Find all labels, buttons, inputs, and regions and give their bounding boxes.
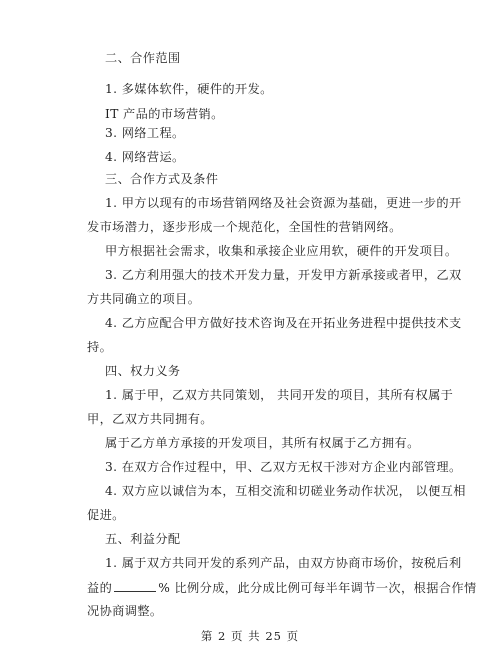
ratio-blank (114, 580, 156, 592)
text-line: 3. 在双方合作过程中，甲、乙双方无权干涉对方企业内部管理。 (105, 460, 462, 474)
text-line: 3. 乙方利用强大的技术开发力量，开发甲方新承接或者甲，乙双 (105, 268, 462, 282)
section-heading-scope: 二、合作范围 (105, 51, 181, 65)
section-heading-rights: 四、权力义务 (105, 364, 181, 378)
ratio-line (87, 580, 477, 595)
text-line: 况协商调整。 (87, 604, 163, 618)
text-line: 1. 甲方以现有的市场营销网络及社会资源为基础，更进一步的开 (105, 196, 462, 210)
text-line: 甲方根据社会需求，收集和承接企业应用软，硬件的开发项目。 (105, 244, 458, 258)
text-line: 方共同确立的项目。 (87, 292, 201, 306)
text-line: 1. 属于双方共同开发的系列产品，由双方协商市场价，按税后利 (105, 556, 462, 570)
section-heading-cooperation: 三、合作方式及条件 (105, 172, 219, 186)
page-number-footer: 第 2 页 共 25 页 (200, 629, 300, 643)
text-line: 持。 (87, 340, 113, 354)
ratio-suffix: % 比例分成，此分成比例可每半年调节一次，根据合作情 (158, 581, 477, 595)
section-heading-profit: 五、利益分配 (105, 532, 181, 546)
text-line: 1. 属于甲，乙双方共同策划， 共同开发的项目，其所有权属于 (105, 388, 454, 402)
text-line: 4. 乙方应配合甲方做好技术咨询及在开拓业务进程中提供技术支 (105, 316, 462, 330)
text-line: 发市场潜力，逐步形成一个规范化，全国性的营销网络。 (87, 220, 402, 234)
text-line: 1. 多媒体软件，硬件的开发。 (105, 82, 273, 96)
text-line: 促进。 (87, 508, 125, 522)
text-line: 4. 双方应以诚信为本，互相交流和切磋业务动作状况， 以便互相 (105, 484, 466, 498)
ratio-prefix: 益的 (87, 581, 113, 595)
text-line: 4. 网络营运。 (105, 150, 185, 164)
text-line: 属于乙方单方承接的开发项目，其所有权属于乙方拥有。 (105, 436, 420, 450)
text-line: 甲，乙双方共同拥有。 (87, 412, 213, 426)
text-line: IT 产品的市场营销。 (105, 107, 224, 121)
text-line: 3. 网络工程。 (105, 126, 185, 140)
